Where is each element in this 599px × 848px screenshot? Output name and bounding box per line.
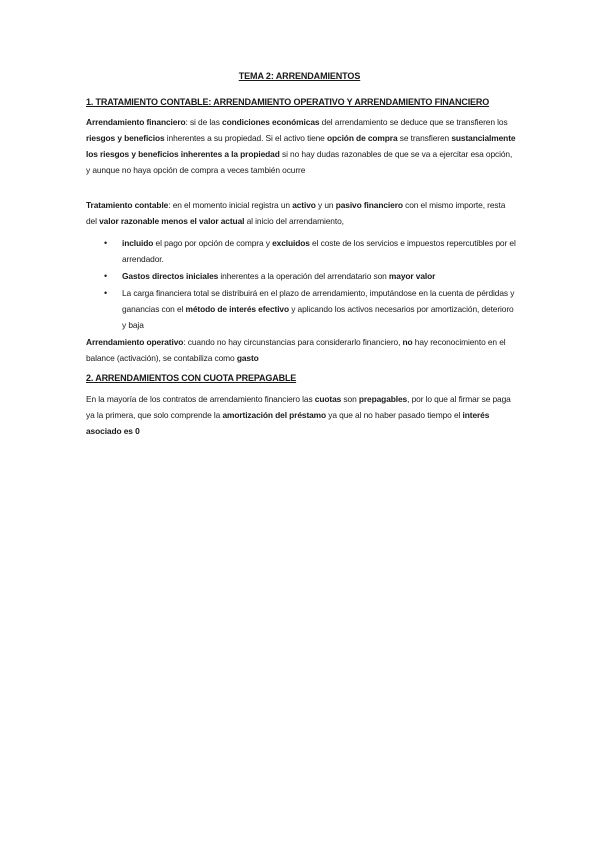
bullet-item xyxy=(86,235,516,267)
bullet-text: incluido el pago por opción de compra y excluidos el coste de los servicios e impuestos repercutibles por el arrendador. xyxy=(122,238,516,264)
bullet-item xyxy=(86,268,516,284)
section-1-paragraph-tratamiento: Tratamiento contable: en el momento inicial registra un activo y un pasivo financiero con el mismo importe, resta del valor razonable menos el valor actual al inicio del arrendamiento, xyxy=(86,200,506,226)
bullet-text: La carga financiera total se distribuirá en el plazo de arrendamiento, imputándose en la cuenta de pérdidas y ganancias con el método de interés efectivo y aplicando los activos necesarios por amortización, deterioro y baja xyxy=(122,288,515,330)
bullet-item xyxy=(86,285,516,333)
section-1-heading: 1. TRATAMIENTO CONTABLE: ARRENDAMIENTO OPERATIVO Y ARRENDAMIENTO FINANCIERO xyxy=(86,97,490,107)
section-1-bullet-list xyxy=(86,235,516,334)
section-1-paragraph-operativo: Arrendamiento operativo: cuando no hay circunstancias para considerarlo financiero, no hay reconocimiento en el balance (activación), se contabiliza como gasto xyxy=(86,337,506,363)
bullet-icon: • xyxy=(104,271,108,281)
section-2-heading: 2. ARRENDAMIENTOS CON CUOTA PREPAGABLE xyxy=(86,373,297,383)
bullet-text: Gastos directos iniciales inherentes a la operación del arrendatario son mayor valor xyxy=(122,271,436,281)
section-2-paragraph: En la mayoría de los contratos de arrendamiento financiero las cuotas son prepagables, por lo que al firmar se paga ya la primera, que solo comprende la amortización del préstamo ya que al no haber pasado tiempo el interés asociado es 0 xyxy=(86,394,511,436)
bullet-icon: • xyxy=(104,238,108,248)
section-1-paragraph-financiero: Arrendamiento financiero: si de las condiciones económicas del arrendamiento se deduce que se transfieren los riesgos y beneficios inherentes a su propiedad. Si el activo tiene opción de compra se transfieren sustancialmente los riesgos y beneficios inherentes a la propiedad si no hay dudas razonables de que se va a ejercitar esa opción, y aunque no haya opción de compra a veces también ocurre xyxy=(86,117,516,175)
bullet-icon: • xyxy=(104,288,108,298)
document-title: TEMA 2: ARRENDAMIENTOS xyxy=(238,71,361,81)
